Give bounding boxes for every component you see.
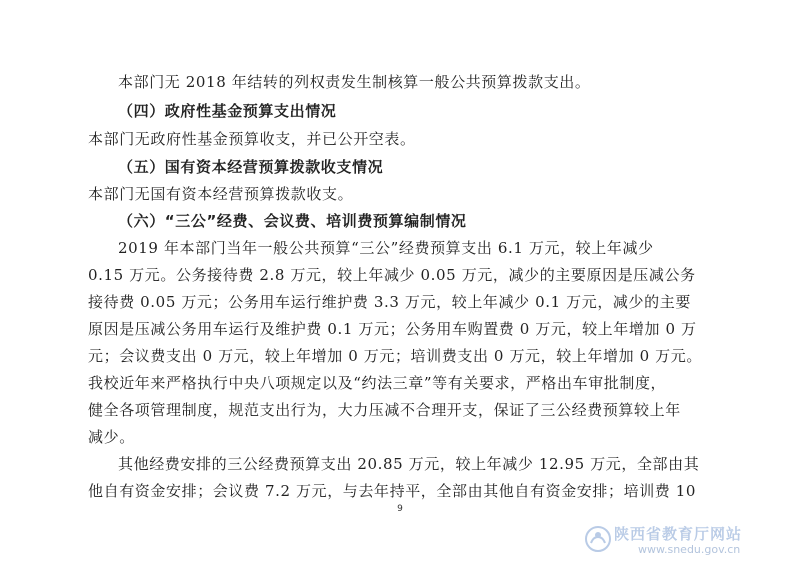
paragraph-line: 本部门无政府性基金预算收支，并已公开空表。 (88, 130, 416, 148)
paragraph-line: 本部门无国有资本经营预算拨款收支。 (88, 185, 354, 203)
paragraph-line: 健全各项管理制度，规范支出行为，大力压减不合理开支，保证了三公经费预算较上年 (88, 401, 681, 419)
paragraph-line: 2019 年本部门当年一般公共预算“三公”经费预算支出 6.1 万元，较上年减少 (118, 239, 654, 257)
paragraph-line: 我校近年来严格执行中央八项规定以及“约法三章”等有关要求，严格出车审批制度， (88, 374, 667, 392)
paragraph-line: 接待费 0.05 万元；公务用车运行维护费 3.3 万元，较上年减少 0.1 万元，减少的主要 (88, 293, 691, 311)
paragraph-line: 原因是压减公务用车运行及维护费 0.1 万元；公务用车购置费 0 万元，较上年增加 0 万 (88, 320, 697, 338)
paragraph-line: 元；会议费支出 0 万元，较上年增加 0 万元；培训费支出 0 万元，较上年增加 0 万元。 (88, 347, 702, 365)
paragraph-line: 本部门无 2018 年结转的列权责发生制核算一般公共预算拨款支出。 (118, 73, 591, 91)
paragraph-line: 0.15 万元。公务接待费 2.8 万元，较上年减少 0.05 万元，减少的主要原因是压减公务 (88, 266, 696, 284)
section-heading-5: （五）国有资本经营预算拨款收支情况 (118, 158, 384, 176)
site-watermark (584, 521, 784, 561)
section-heading-6: （六）“三公”经费、会议费、培训费预算编制情况 (118, 212, 467, 230)
watermark-url: www.snedu.gov.cn (638, 543, 741, 556)
page-number: 9 (397, 504, 403, 514)
paragraph-line: 减少。 (88, 428, 135, 446)
paragraph-line: 其他经费安排的三公经费预算支出 20.85 万元，较上年减少 12.95 万元，全部由其 (118, 455, 700, 473)
snedu-logo-icon (584, 525, 612, 553)
section-heading-4: （四）政府性基金预算支出情况 (118, 102, 337, 120)
watermark-title: 陕西省教育厅网站 (614, 525, 743, 543)
paragraph-line: 他自有资金安排；会议费 7.2 万元，与去年持平，全部由其他自有资金安排；培训费 10 (88, 482, 697, 500)
